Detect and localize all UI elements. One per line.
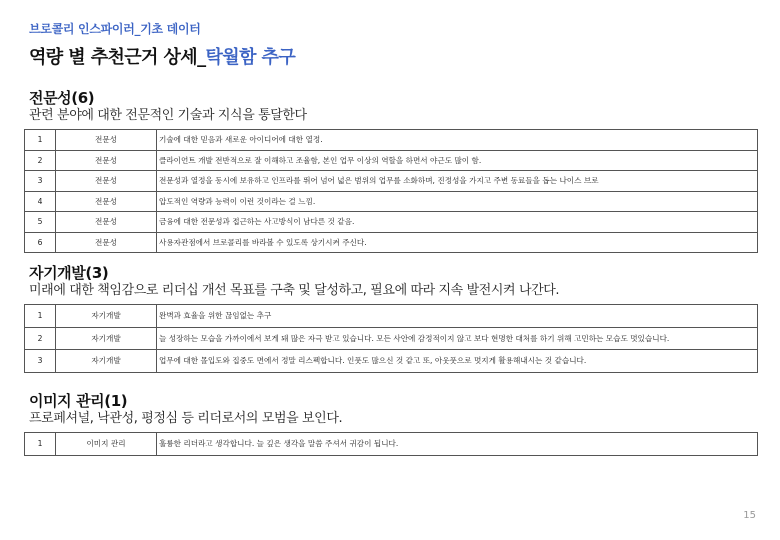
row-text: 전문성과 열정을 동시에 보유하고 인프라를 뛰어 넘어 넓은 범위의 업무를 소화하며, 진정성을 가지고 주변 동료들을 돕는 나이스 브로 (157, 171, 758, 192)
row-category: 전문성 (56, 130, 157, 151)
row-text: 기술에 대한 믿음과 새로운 아이디어에 대한 열정. (157, 130, 758, 151)
section-description: 프로페셔널, 낙관성, 평정심 등 리더로서의 모범을 보인다. (29, 411, 343, 426)
table-row (25, 350, 758, 373)
row-text: 완벽과 효율을 위한 끊임없는 추구 (157, 305, 758, 328)
row-text: 금융에 대한 전문성과 접근하는 사고방식이 남다른 것 같음. (157, 212, 758, 233)
row-category: 전문성 (56, 171, 157, 192)
section-heading: 이미지 관리(1) (29, 392, 128, 410)
recommendation-table (24, 129, 758, 253)
section-heading: 자기개발(3) (29, 264, 109, 282)
table-row (25, 191, 758, 212)
section-description: 관련 분야에 대한 전문적인 기술과 지식을 통달한다 (29, 108, 307, 123)
table-row (25, 150, 758, 171)
table-row (25, 305, 758, 328)
row-number: 5 (25, 212, 56, 233)
table-row (25, 232, 758, 253)
row-text: 훌륭한 리더라고 생각합니다. 늘 깊은 생각을 말씀 주셔서 귀감이 됩니다. (157, 433, 758, 456)
row-category: 자기개발 (56, 327, 157, 350)
row-number: 1 (25, 433, 56, 456)
row-number: 2 (25, 150, 56, 171)
row-category: 전문성 (56, 150, 157, 171)
row-number: 3 (25, 350, 56, 373)
row-number: 1 (25, 305, 56, 328)
title-main: 역량 별 추천근거 상세_ (29, 47, 206, 68)
row-category: 자기개발 (56, 350, 157, 373)
row-category: 전문성 (56, 191, 157, 212)
page-number: 15 (743, 510, 756, 521)
row-number: 1 (25, 130, 56, 151)
title-highlight: 탁월함 추구 (205, 47, 296, 68)
row-text: 업무에 대한 몰입도와 집중도 면에서 정말 리스펙합니다. 인풋도 많으신 것 같고 또, 아웃풋으로 멋지게 활용해내시는 것 같습니다. (157, 350, 758, 373)
row-category: 자기개발 (56, 305, 157, 328)
page-title (29, 43, 295, 69)
document-subtitle: 브로콜리 인스파이러_기초 데이터 (29, 22, 201, 36)
row-number: 4 (25, 191, 56, 212)
table-row (25, 433, 758, 456)
table-row (25, 212, 758, 233)
section-self-development (29, 264, 759, 373)
row-number: 2 (25, 327, 56, 350)
row-number: 3 (25, 171, 56, 192)
row-category: 전문성 (56, 212, 157, 233)
row-text: 사용자관점에서 브로콜리를 바라볼 수 있도록 상기시켜 주신다. (157, 232, 758, 253)
section-heading: 전문성(6) (29, 89, 95, 107)
row-text: 늘 성장하는 모습을 가까이에서 보게 돼 많은 자극 받고 있습니다. 모든 사안에 감정적이지 않고 보다 현명한 대처를 하기 위해 고민하는 모습도 멋있습니다. (157, 327, 758, 350)
section-description: 미래에 대한 책임감으로 리더십 개선 목표를 구축 및 달성하고, 필요에 따라 지속 발전시켜 나간다. (29, 283, 560, 298)
table-row (25, 130, 758, 151)
section-expertise (29, 89, 759, 253)
row-number: 6 (25, 232, 56, 253)
row-category: 이미지 관리 (56, 433, 157, 456)
row-text: 압도적인 역량과 능력이 이런 것이라는 걸 느낌. (157, 191, 758, 212)
table-row (25, 327, 758, 350)
table-row (25, 171, 758, 192)
recommendation-table (24, 304, 758, 373)
row-text: 클라이언트 개발 전반적으로 잘 이해하고 조율함, 본인 업무 이상의 역할을 하면서 야근도 많이 함. (157, 150, 758, 171)
row-category: 전문성 (56, 232, 157, 253)
recommendation-table (24, 432, 758, 456)
section-image-management (29, 392, 759, 456)
